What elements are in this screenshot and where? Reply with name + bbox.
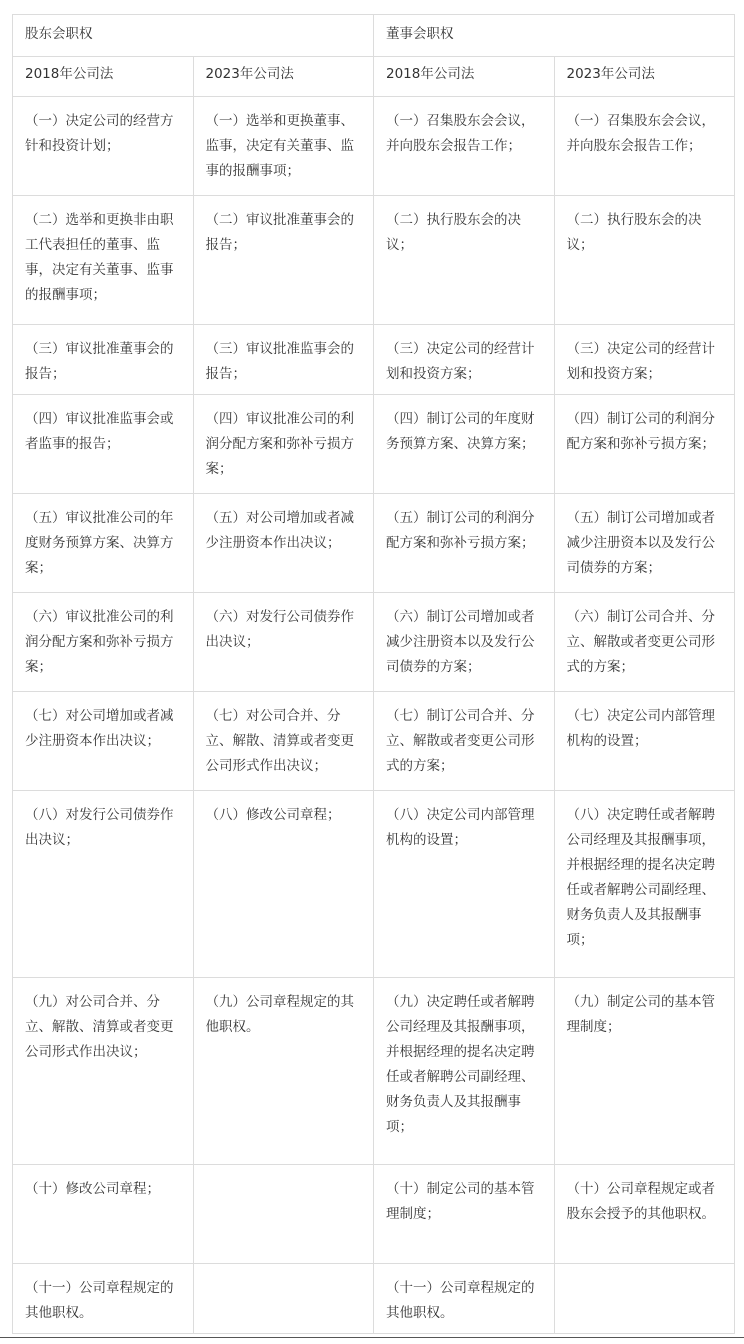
- table-cell: （九）决定聘任或者解聘公司经理及其报酬事项，并根据经理的提名决定聘任或者解聘公司副经理、财务负责人及其报酬事项；: [374, 978, 555, 1165]
- table-cell: （十）公司章程规定或者股东会授予的其他职权。: [554, 1165, 735, 1264]
- table-cell: （五）审议批准公司的年度财务预算方案、决算方案；: [13, 494, 194, 593]
- table-cell: （八）决定公司内部管理机构的设置；: [374, 791, 555, 978]
- table-cell: （六）制订公司合并、分立、解散或者变更公司形式的方案；: [554, 593, 735, 692]
- table-cell: （四）审议批准公司的利润分配方案和弥补亏损方案；: [193, 395, 374, 494]
- table-row: [13, 97, 735, 196]
- header-2018-law-board: 2018年公司法: [374, 57, 555, 97]
- table-cell: （六）制订公司增加或者减少注册资本以及发行公司债券的方案；: [374, 593, 555, 692]
- table-cell: （五）对公司增加或者减少注册资本作出决议；: [193, 494, 374, 593]
- table-cell: （十一）公司章程规定的其他职权。: [374, 1264, 555, 1334]
- header-shareholders-powers: 股东会职权: [13, 15, 374, 57]
- table-cell: （三）决定公司的经营计划和投资方案；: [554, 325, 735, 395]
- table-row: [13, 593, 735, 692]
- table-row: [13, 395, 735, 494]
- table-cell: （九）对公司合并、分立、解散、清算或者变更公司形式作出决议；: [13, 978, 194, 1165]
- table-cell: （五）制订公司增加或者减少注册资本以及发行公司债券的方案；: [554, 494, 735, 593]
- table-cell: （九）公司章程规定的其他职权。: [193, 978, 374, 1165]
- table-row: [13, 791, 735, 978]
- table-cell: （二）执行股东会的决议；: [374, 196, 555, 325]
- table-cell: （二）选举和更换非由职工代表担任的董事、监事，决定有关董事、监事的报酬事项；: [13, 196, 194, 325]
- table-cell: （三）审议批准监事会的报告；: [193, 325, 374, 395]
- header-2023-law-board: 2023年公司法: [554, 57, 735, 97]
- table-cell: [193, 1165, 374, 1264]
- table-cell: （九）制定公司的基本管理制度；: [554, 978, 735, 1165]
- table-cell: （十）修改公司章程；: [13, 1165, 194, 1264]
- table-cell: [554, 1264, 735, 1334]
- table-cell: （四）制订公司的利润分配方案和弥补亏损方案；: [554, 395, 735, 494]
- table-cell: （一）决定公司的经营方针和投资计划；: [13, 97, 194, 196]
- header-2018-law-shareholders: 2018年公司法: [13, 57, 194, 97]
- table-row: [13, 1264, 735, 1334]
- table-cell: [193, 1264, 374, 1334]
- comparison-table: [12, 14, 735, 1334]
- table-cell: （六）审议批准公司的利润分配方案和弥补亏损方案；: [13, 593, 194, 692]
- sub-header-row: [13, 57, 735, 97]
- table-cell: （一）召集股东会会议，并向股东会报告工作；: [554, 97, 735, 196]
- table-cell: （七）决定公司内部管理机构的设置；: [554, 692, 735, 791]
- table-cell: （一）选举和更换董事、监事，决定有关董事、监事的报酬事项；: [193, 97, 374, 196]
- table-cell: （四）审议批准监事会或者监事的报告；: [13, 395, 194, 494]
- table-cell: （二）审议批准董事会的报告；: [193, 196, 374, 325]
- table-cell: （八）修改公司章程；: [193, 791, 374, 978]
- table-cell: （八）决定聘任或者解聘公司经理及其报酬事项，并根据经理的提名决定聘任或者解聘公司副经理、财务负责人及其报酬事项；: [554, 791, 735, 978]
- bottom-divider: [0, 1337, 744, 1338]
- header-2023-law-shareholders: 2023年公司法: [193, 57, 374, 97]
- table-cell: （十一）公司章程规定的其他职权。: [13, 1264, 194, 1334]
- group-header-row: [13, 15, 735, 57]
- table-cell: （四）制订公司的年度财务预算方案、决算方案；: [374, 395, 555, 494]
- table-cell: （五）制订公司的利润分配方案和弥补亏损方案；: [374, 494, 555, 593]
- header-board-powers: 董事会职权: [374, 15, 735, 57]
- table-cell: （三）审议批准董事会的报告；: [13, 325, 194, 395]
- table-row: [13, 196, 735, 325]
- table-cell: （十）制定公司的基本管理制度；: [374, 1165, 555, 1264]
- table-cell: （七）制订公司合并、分立、解散或者变更公司形式的方案；: [374, 692, 555, 791]
- table-cell: （七）对公司增加或者减少注册资本作出决议；: [13, 692, 194, 791]
- table-row: [13, 978, 735, 1165]
- table-row: [13, 692, 735, 791]
- table-row: [13, 1165, 735, 1264]
- table-cell: （二）执行股东会的决议；: [554, 196, 735, 325]
- table-row: [13, 494, 735, 593]
- table-cell: （六）对发行公司债券作出决议；: [193, 593, 374, 692]
- table-cell: （八）对发行公司债券作出决议；: [13, 791, 194, 978]
- table-cell: （一）召集股东会会议，并向股东会报告工作；: [374, 97, 555, 196]
- table-row: [13, 325, 735, 395]
- table-cell: （三）决定公司的经营计划和投资方案；: [374, 325, 555, 395]
- table-cell: （七）对公司合并、分立、解散、清算或者变更公司形式作出决议；: [193, 692, 374, 791]
